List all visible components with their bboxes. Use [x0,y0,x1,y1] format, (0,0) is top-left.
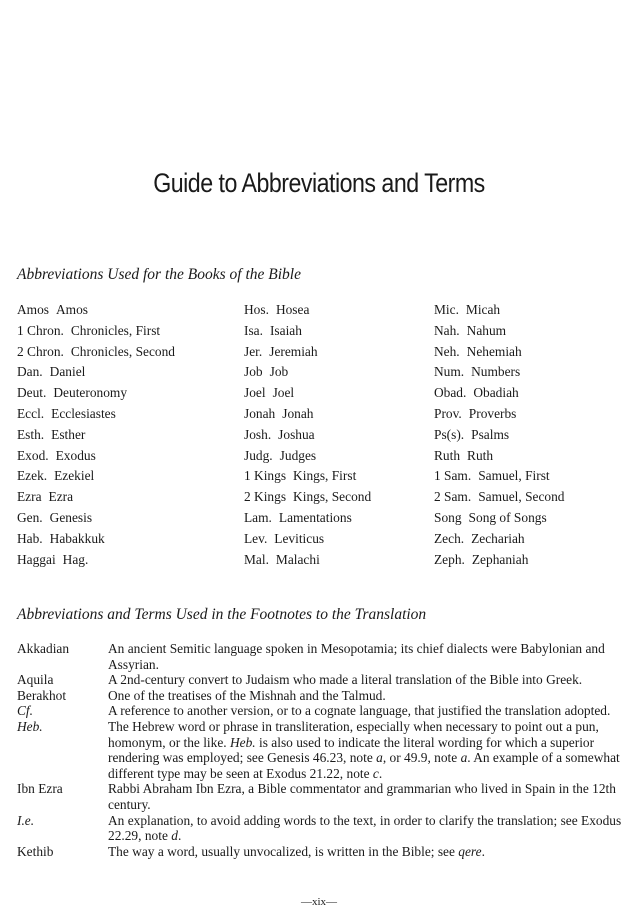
book-name: Ruth [467,447,494,463]
book-abbreviation: Zech. [434,530,465,546]
book-abbreviation: Jonah [244,405,276,421]
term-definition: An ancient Semitic language spoken in Mesopotamia; its chief dialects were Babylonian and Assyrian. [108,641,605,672]
book-name: Ecclesiastes [51,405,116,421]
book-entry [244,321,302,342]
term-name: Kethib [17,843,54,859]
book-abbreviation: 2 Kings [244,489,287,505]
book-name: Esther [51,426,86,442]
book-abbreviation: Josh. [244,426,272,442]
book-entry [244,508,352,529]
book-entry [17,342,175,363]
book-abbreviation: Ruth [434,447,461,463]
term-name: Akkadian [17,641,70,656]
book-abbreviation: Deut. [17,385,47,401]
book-name: Ezra [48,489,74,505]
book-entry [434,342,522,363]
book-name: Judges [279,447,317,463]
book-abbreviation: Neh. [434,343,460,359]
book-entry [244,404,314,425]
book-abbreviation: Judg. [244,447,273,463]
term-entry [17,813,629,844]
book-entry [244,487,371,508]
book-abbreviation: 2 Sam. [434,489,472,505]
book-abbreviation: Dan. [17,364,43,380]
book-entry [434,508,547,529]
term-name: Ibn Ezra [17,781,63,797]
page-number: —xix— [300,896,338,908]
book-entry [17,529,105,550]
table-row [17,466,627,487]
term-name: Aquila [17,672,54,688]
term-entry [17,719,629,781]
book-abbreviation: Isa. [244,322,263,338]
term-entry [17,688,629,704]
book-entry [17,425,85,446]
table-row [17,487,627,508]
book-entry [434,446,493,467]
book-abbreviation: Gen. [17,509,43,525]
book-entry [434,529,525,550]
book-abbreviation: Hos. [244,302,269,317]
book-entry [434,300,500,321]
book-entry [434,321,506,342]
book-name: Joel [272,385,295,401]
table-row [17,383,627,404]
book-name: Hosea [275,302,310,317]
book-entry [17,362,85,383]
term-name: I.e. [17,812,35,828]
book-entry [244,529,324,550]
book-entry [17,508,92,529]
book-name: Psalms [471,426,510,442]
book-name: Deuteronomy [53,385,128,401]
book-abbreviation: Exod. [17,447,49,463]
book-entry [17,404,116,425]
table-row [17,508,627,529]
book-entry [17,383,127,404]
book-abbreviation: 2 Chron. [17,343,64,359]
book-name: Numbers [471,364,521,380]
book-name: Nehemiah [466,343,522,359]
book-name: Samuel, Second [478,489,565,505]
book-name: Isaiah [269,322,302,338]
book-abbreviation: Nah. [434,322,460,338]
book-name: Genesis [49,509,93,525]
term-name: Heb. [17,718,43,734]
book-entry [434,550,528,571]
term-entry [17,844,629,860]
book-name: Kings, Second [293,489,372,505]
term-entry [17,672,629,688]
book-abbreviation: Esth. [17,426,45,442]
book-name: Jonah [282,405,314,421]
book-name: Lamentations [278,509,352,525]
table-row [17,362,627,383]
book-name: Chronicles, First [70,322,161,338]
table-row [17,342,627,363]
book-abbreviation: Num. [434,364,465,380]
book-name: Song of Songs [468,509,547,525]
books-heading: Abbreviations Used for the Books of the Bible [17,266,301,283]
book-name: Chronicles, Second [70,343,176,359]
table-row [17,529,627,550]
book-abbreviation: Zeph. [434,551,465,567]
book-abbreviation: Lam. [244,509,272,525]
book-entry [434,487,564,508]
term-definition: The Hebrew word or phrase in transliteration, especially when necessary to point out a pun, homonym, or the like. Heb. is also used to indicate the literal wording for which a superior rendering was employed; see Genesis 46.23, note a, or 49.9, note a. An example of a somewhat different type may be seen at Exodus 21.22, note c. [108,718,620,781]
terms-heading: Abbreviations and Terms Used in the Footnotes to the Translation [17,606,427,623]
term-definition: Rabbi Abraham Ibn Ezra, a Bible commentator and grammarian who lived in Spain in the 12th century. [108,781,616,812]
book-abbreviation: Song [434,509,462,525]
term-entry [17,641,629,672]
page-title: Guide to Abbreviations and Terms [153,168,485,198]
book-abbreviation: Mal. [244,551,269,567]
book-entry [244,383,294,404]
book-abbreviation: Jer. [244,343,263,359]
term-definition: A reference to another version, or to a cognate language, that justified the translation adopted. [108,703,611,719]
book-name: Nahum [466,322,507,338]
book-entry [17,321,160,342]
book-entry [434,466,550,487]
term-name: Cf. [17,703,33,719]
term-entry [17,781,629,812]
book-name: Leviticus [274,530,325,546]
book-abbreviation: Job [244,364,263,380]
books-abbreviation-table [17,300,627,570]
book-abbreviation: Hab. [17,530,43,546]
table-row [17,321,627,342]
book-name: Samuel, First [478,468,550,484]
book-abbreviation: 1 Chron. [17,322,64,338]
term-definition: One of the treatises of the Mishnah and the Talmud. [108,687,386,703]
book-entry [244,550,320,571]
book-name: Jeremiah [269,343,318,359]
book-name: Proverbs [468,405,517,421]
book-entry [434,404,516,425]
book-entry [434,383,519,404]
table-row [17,446,627,467]
book-abbreviation: Joel [244,385,266,401]
term-name: Berakhot [17,687,67,703]
book-entry [17,300,88,321]
book-entry [244,362,288,383]
book-entry [434,425,509,446]
book-abbreviation: Ezek. [17,468,48,484]
book-abbreviation: Ps(s). [434,426,465,442]
term-entry [17,703,629,719]
book-name: Micah [465,302,501,317]
terms-list [17,641,629,859]
book-name: Obadiah [473,385,519,401]
book-abbreviation: Haggai [17,551,56,567]
book-abbreviation: Lev. [244,530,268,546]
book-name: Joshua [278,426,315,442]
book-entry [17,487,73,508]
book-entry [17,550,88,571]
book-name: Job [269,364,289,380]
book-entry [434,362,520,383]
book-abbreviation: Amos [17,302,49,317]
book-abbreviation: Mic. [434,302,459,317]
book-name: Hag. [62,551,89,567]
book-name: Amos [56,302,88,317]
book-name: Zechariah [471,530,525,546]
term-definition: An explanation, to avoid adding words to the text, in order to clarify the translation; see Exodus 22.29, note d. [108,812,622,844]
table-row [17,300,627,321]
book-entry [17,446,96,467]
book-name: Malachi [275,551,320,567]
table-row [17,550,627,571]
table-row [17,425,627,446]
book-entry [244,342,318,363]
book-abbreviation: Eccl. [17,405,45,421]
book-entry [244,425,315,446]
book-abbreviation: 1 Kings [244,468,287,484]
term-definition: A 2nd-century convert to Judaism who made a literal translation of the Bible into Greek. [108,672,583,688]
book-name: Habakkuk [49,530,105,546]
table-row [17,404,627,425]
book-abbreviation: Obad. [434,385,467,401]
book-name: Ezekiel [54,468,95,484]
book-name: Exodus [55,447,96,463]
book-entry [17,466,94,487]
book-abbreviation: Prov. [434,405,462,421]
term-definition: The way a word, usually unvocalized, is written in the Bible; see qere. [108,843,485,859]
book-name: Zephaniah [471,551,529,567]
book-entry [244,446,316,467]
book-abbreviation: Ezra [17,489,42,505]
book-entry [244,466,356,487]
book-name: Daniel [49,364,86,380]
book-entry [244,300,309,321]
book-name: Kings, First [293,468,357,484]
book-abbreviation: 1 Sam. [434,468,472,484]
